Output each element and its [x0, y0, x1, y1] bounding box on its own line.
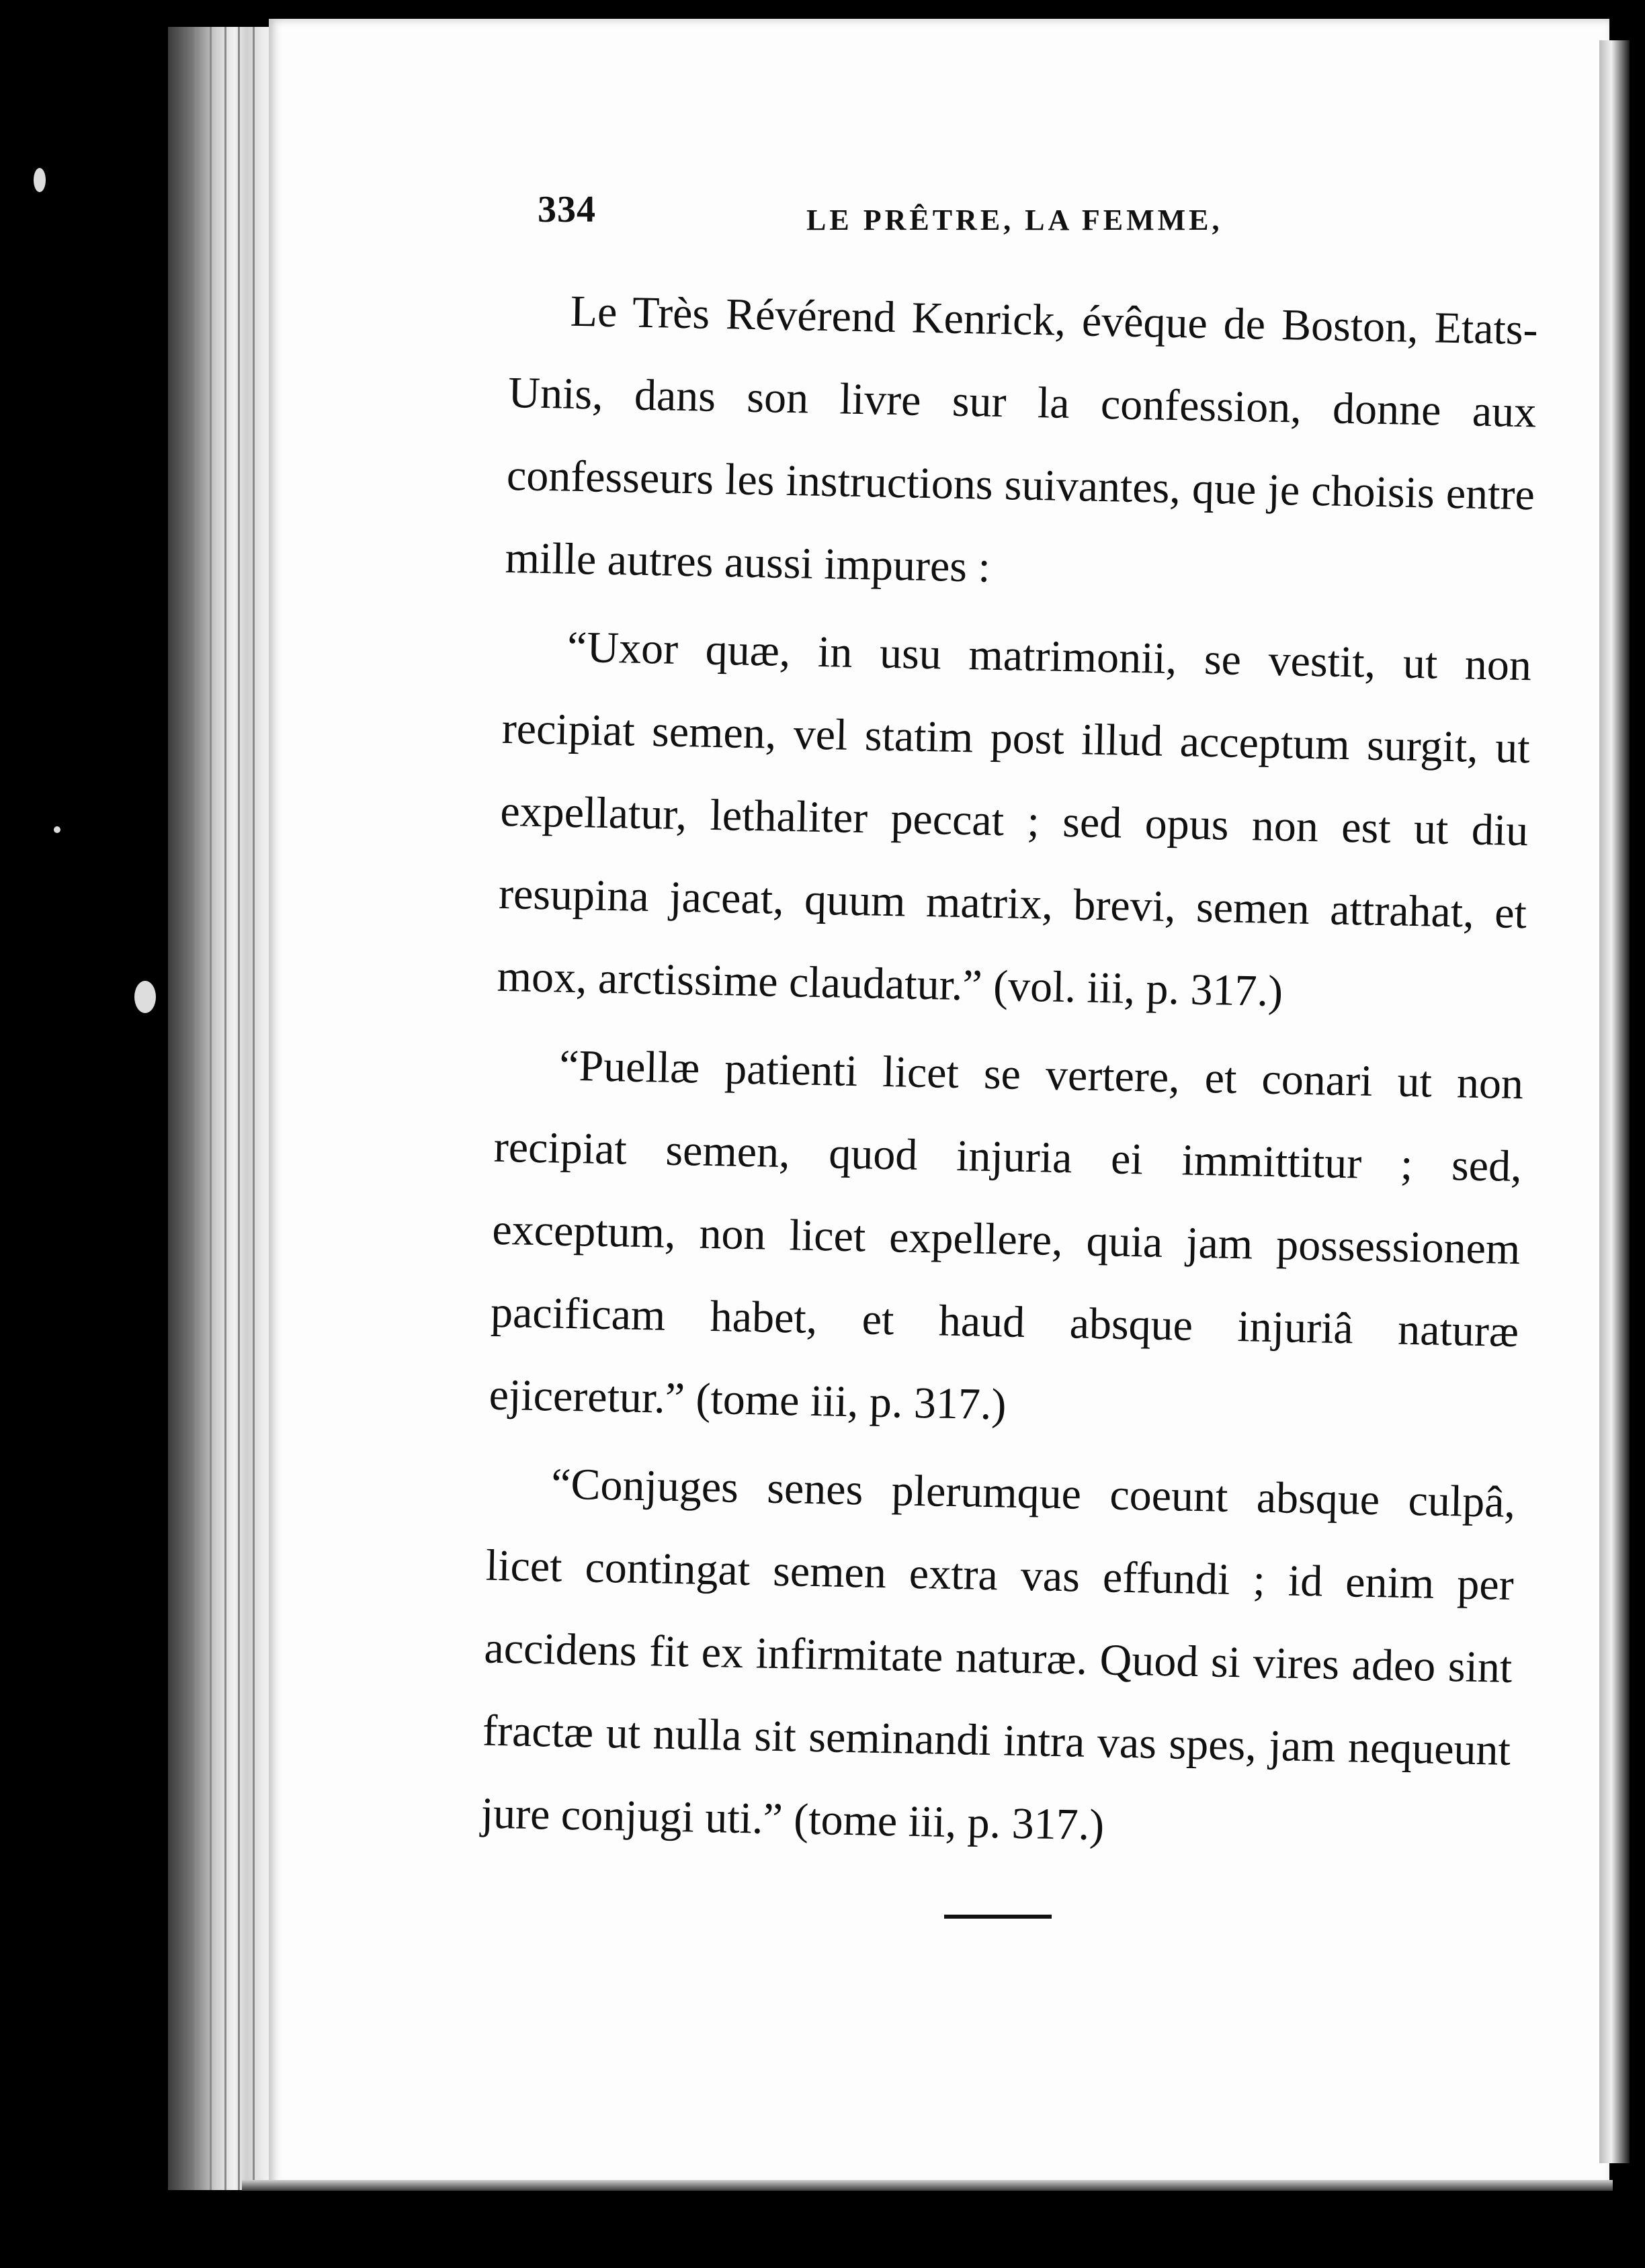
- section-separator-rule: [944, 1915, 1052, 1919]
- scan-speck: [34, 168, 46, 192]
- page-number: 334: [538, 189, 596, 230]
- page-edge-line: [224, 27, 226, 2190]
- quote-paragraph: “Puellæ patienti licet se vertere, et conari ut non recipiat semen, quod injuria ei immittitur ; sed, exceptum, non licet expellere, quia jam possessionem pacificam habet, et haud absque injuriâ naturæ ejiceretur.” (tome iii, p. 317.): [489, 1041, 1524, 1430]
- page-body: [480, 269, 1539, 1880]
- page-header: [538, 188, 1559, 249]
- scan-speck: [134, 981, 156, 1013]
- quote-paragraph: “Uxor quæ, in usu matrimonii, se vestit, ut non recipiat semen, vel statim post illud acceptum surgit, ut expellatur, lethaliter peccat ; sed opus non est ut diu resupina jaceat, quum matrix, brevi, semen attrahat, et mox, arctissime claudatur.” (vol. iii, p. 317.): [497, 622, 1532, 1016]
- paragraph: Le Très Révérend Kenrick, évêque de Boston, Etats-Unis, dans son livre sur la confession, donne aux confesseurs les instructions suivantes, que je choisis entre mille autres aussi impures :: [505, 286, 1539, 592]
- page-bottom-edge: [242, 2180, 1613, 2191]
- page-edge-line: [195, 27, 197, 2190]
- quote-paragraph: “Conjuges senes plerumque coeunt absque culpâ, licet contingat semen extra vas effundi ; id enim per accidens fit ex infirmitate naturæ. Quod si vires adeo sint fractæ ut nulla sit seminandi intra vas spes, jam nequeunt jure conjugi uti.” (tome iii, p. 317.): [480, 1459, 1516, 1850]
- page-edge-line: [210, 27, 212, 2190]
- running-head: LE PRÊTRE, LA FEMME,: [806, 204, 1223, 236]
- page-right-edge: [1599, 40, 1630, 2163]
- scan-speck: [54, 826, 60, 833]
- page-edge-line: [253, 27, 255, 2190]
- page-edge-line: [238, 27, 240, 2190]
